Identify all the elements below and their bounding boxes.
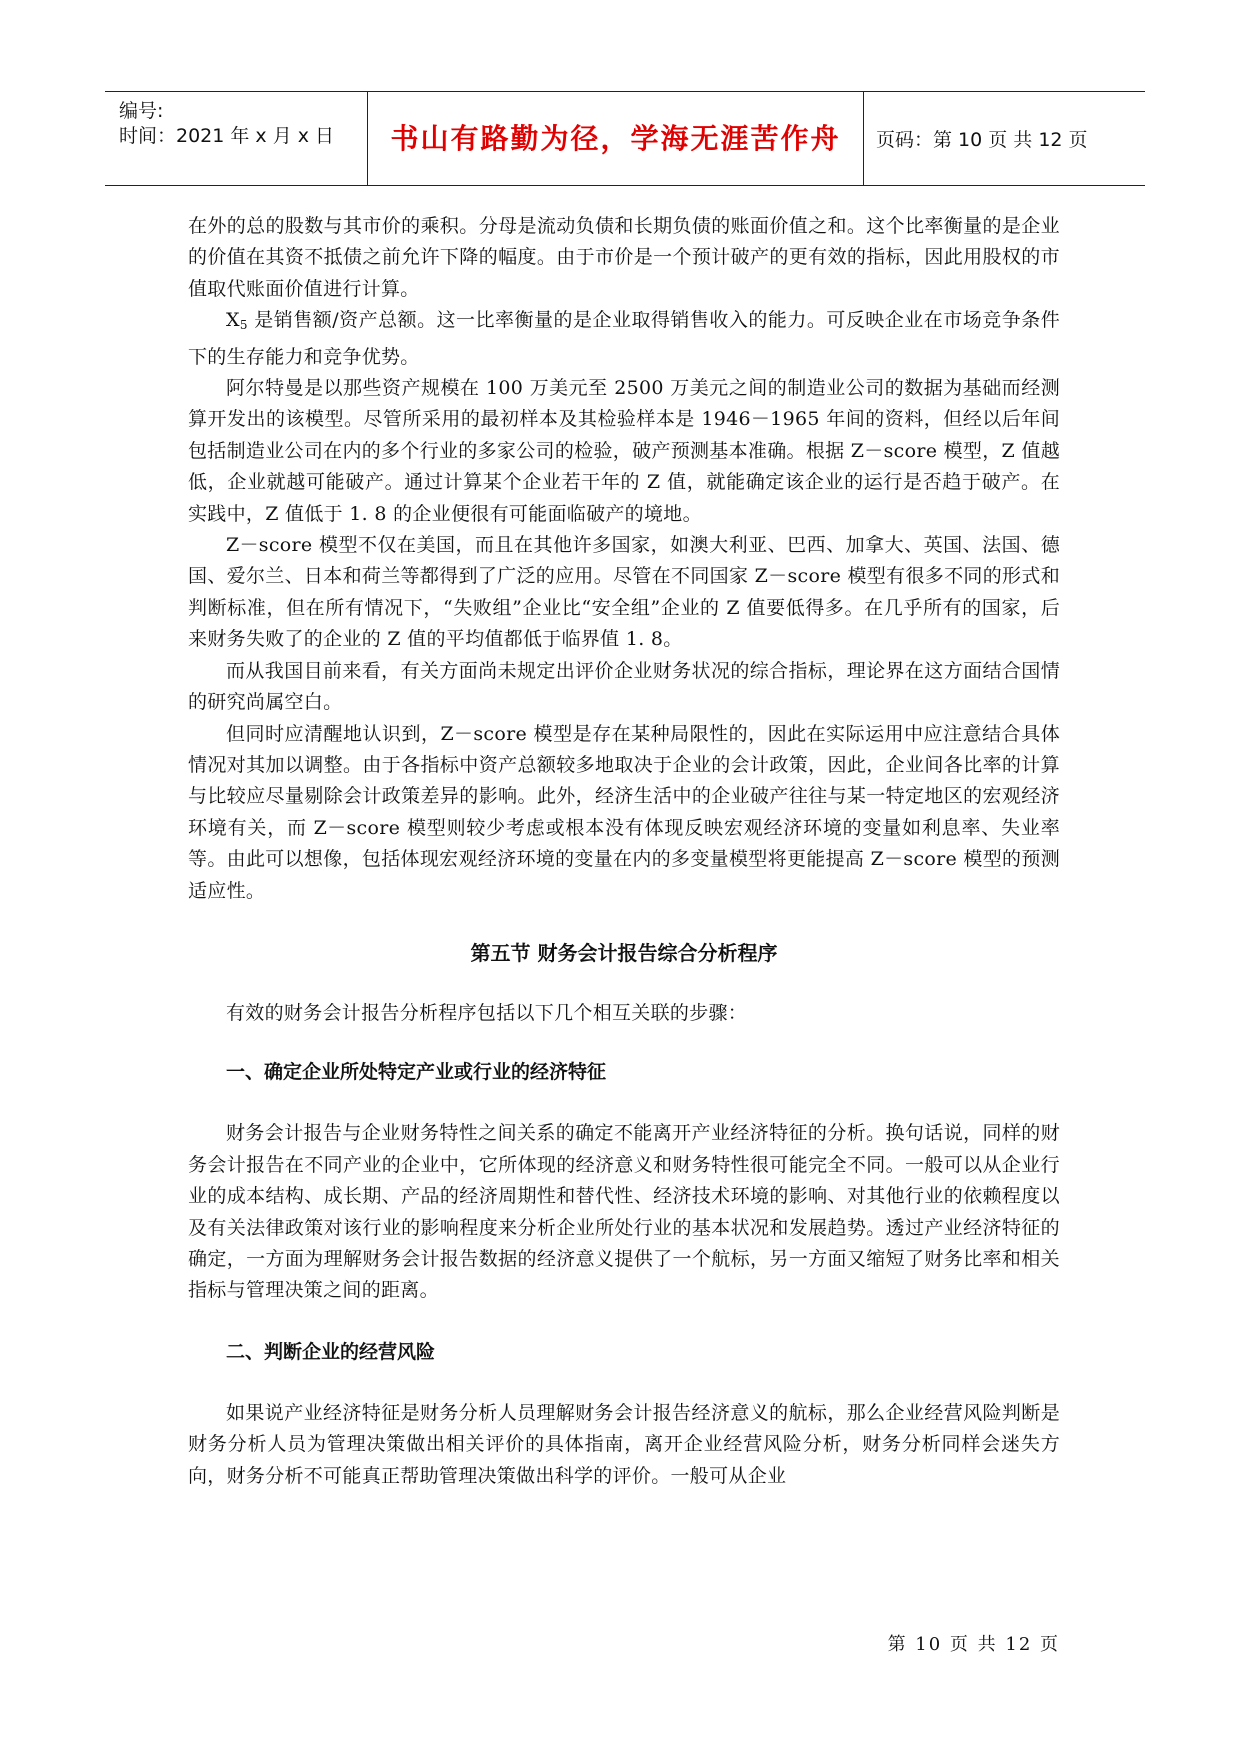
variable-subscript: 5 <box>239 318 248 333</box>
section-title: 第五节 财务会计报告综合分析程序 <box>470 940 778 965</box>
header-meta-cell <box>105 92 368 185</box>
paragraph-8: 财务会计报告与企业财务特性之间关系的确定不能离开产业经济特征的分析。换句话说，同样的财务会计报告在不同产业的企业中，它所体现的经济意义和财务特性很可能完全不同。一般可以从企业行业的成本结构、成长期、产品的经济周期性和替代性、经济技术环境的影响、对其他行业的依赖程度以及有关法律政策对该行业的影响程度来分析企业所处行业的基本状况和发展趋势。透过产业经济特征的确定，一方面为理解财务会计报告数据的经济意义提供了一个航标，另一方面又缩短了财务比率和相关指标与管理决策之间的距离。 <box>188 1122 1060 1302</box>
paragraph-1: 在外的总的股数与其市价的乘积。分母是流动负债和长期负债的账面价值之和。这个比率衡量的是企业的价值在其资不抵债之前允许下降的幅度。由于市价是一个预计破产的更有效的指标，因此用股权的市值取代账面价值进行计算。 <box>188 215 1060 300</box>
subheading-2: 二、判断企业的经营风险 <box>226 1340 436 1363</box>
paragraph-6: 但同时应清醒地认识到，Z－score 模型是存在某种局限性的，因此在实际运用中应注意结合具体情况对其加以调整。由于各指标中资产总额较多地取决于企业的会计政策，因此，企业间各比率的计算与比较应尽量剔除会计政策差异的影响。此外，经济生活中的企业破产往往与某一特定地区的宏观经济环境有关，而 Z－score 模型则较少考虑或根本没有体现反映宏观经济环境的变量如利息率、失业率等。由此可以想像，包括体现宏观经济环境的变量在内的多变量模型将更能提高 Z－score 模型的预测适应性。 <box>188 722 1060 902</box>
paragraph-3: 阿尔特曼是以那些资产规模在 100 万美元至 2500 万美元之间的制造业公司的数据为基础而经测算开发出的该模型。尽管所采用的最初样本及其检验样本是 1946－1965 年间的资料，但经以后年间包括制造业公司在内的多个行业的多家公司的检验，破产预测基本准确。根据 Z－score 模型，Z 值越低，企业就越可能破产。通过计算某个企业若干年的 Z 值，就能确定该企业的运行是否趋于破产。在实践中，Z 值低于 1. 8 的企业便很有可能面临破产的境地。 <box>188 377 1060 525</box>
page-footer: 第 10 页 共 12 页 <box>887 1634 1060 1655</box>
header-page-info: 页码：第 10 页 共 12 页 <box>876 129 1088 151</box>
subheading-1: 一、确定企业所处特定产业或行业的经济特征 <box>226 1061 607 1084</box>
time-label: 时间：2021 年 x 月 x 日 <box>119 125 335 147</box>
paragraph-5: 而从我国目前来看，有关方面尚未规定出评价企业财务状况的综合指标，理论界在这方面结合国情的研究尚属空白。 <box>188 659 1060 714</box>
serial-label: 编号: <box>119 100 164 122</box>
document-body <box>188 211 1060 1492</box>
header-motto-cell <box>368 92 864 185</box>
paragraph-9: 如果说产业经济特征是财务分析人员理解财务会计报告经济意义的航标，那么企业经营风险判断是财务分析人员为管理决策做出相关评价的具体指南，离开企业经营风险分析，财务分析同样会迷失方向，财务分析不可能真正帮助管理决策做出科学的评价。一般可从企业 <box>188 1401 1060 1487</box>
paragraph-4: Z－score 模型不仅在美国，而且在其他许多国家，如澳大利亚、巴西、加拿大、英国、法国、德国、爱尔兰、日本和荷兰等都得到了广泛的应用。尽管在不同国家 Z－score 模型有很多不同的形式和判断标准，但在所有情况下，“失败组”企业比“安全组”企业的 Z 值要低得多。在几乎所有的国家，后来财务失败了的企业的 Z 值的平均值都低于临界值 1. 8。 <box>188 534 1060 651</box>
document-header <box>105 91 1145 186</box>
paragraph-7: 有效的财务会计报告分析程序包括以下几个相互关联的步骤： <box>226 1001 748 1024</box>
header-page-cell <box>864 92 1145 185</box>
paragraph-2 <box>188 305 1060 373</box>
variable-x: X <box>226 309 240 332</box>
header-motto: 书山有路勤为径，学海无涯苦作舟 <box>390 122 841 155</box>
paragraph-2-text: 是销售额/资产总额。这一比率衡量的是企业取得销售收入的能力。可反映企业在市场竞争条件下的生存能力和竞争优势。 <box>188 309 1060 368</box>
